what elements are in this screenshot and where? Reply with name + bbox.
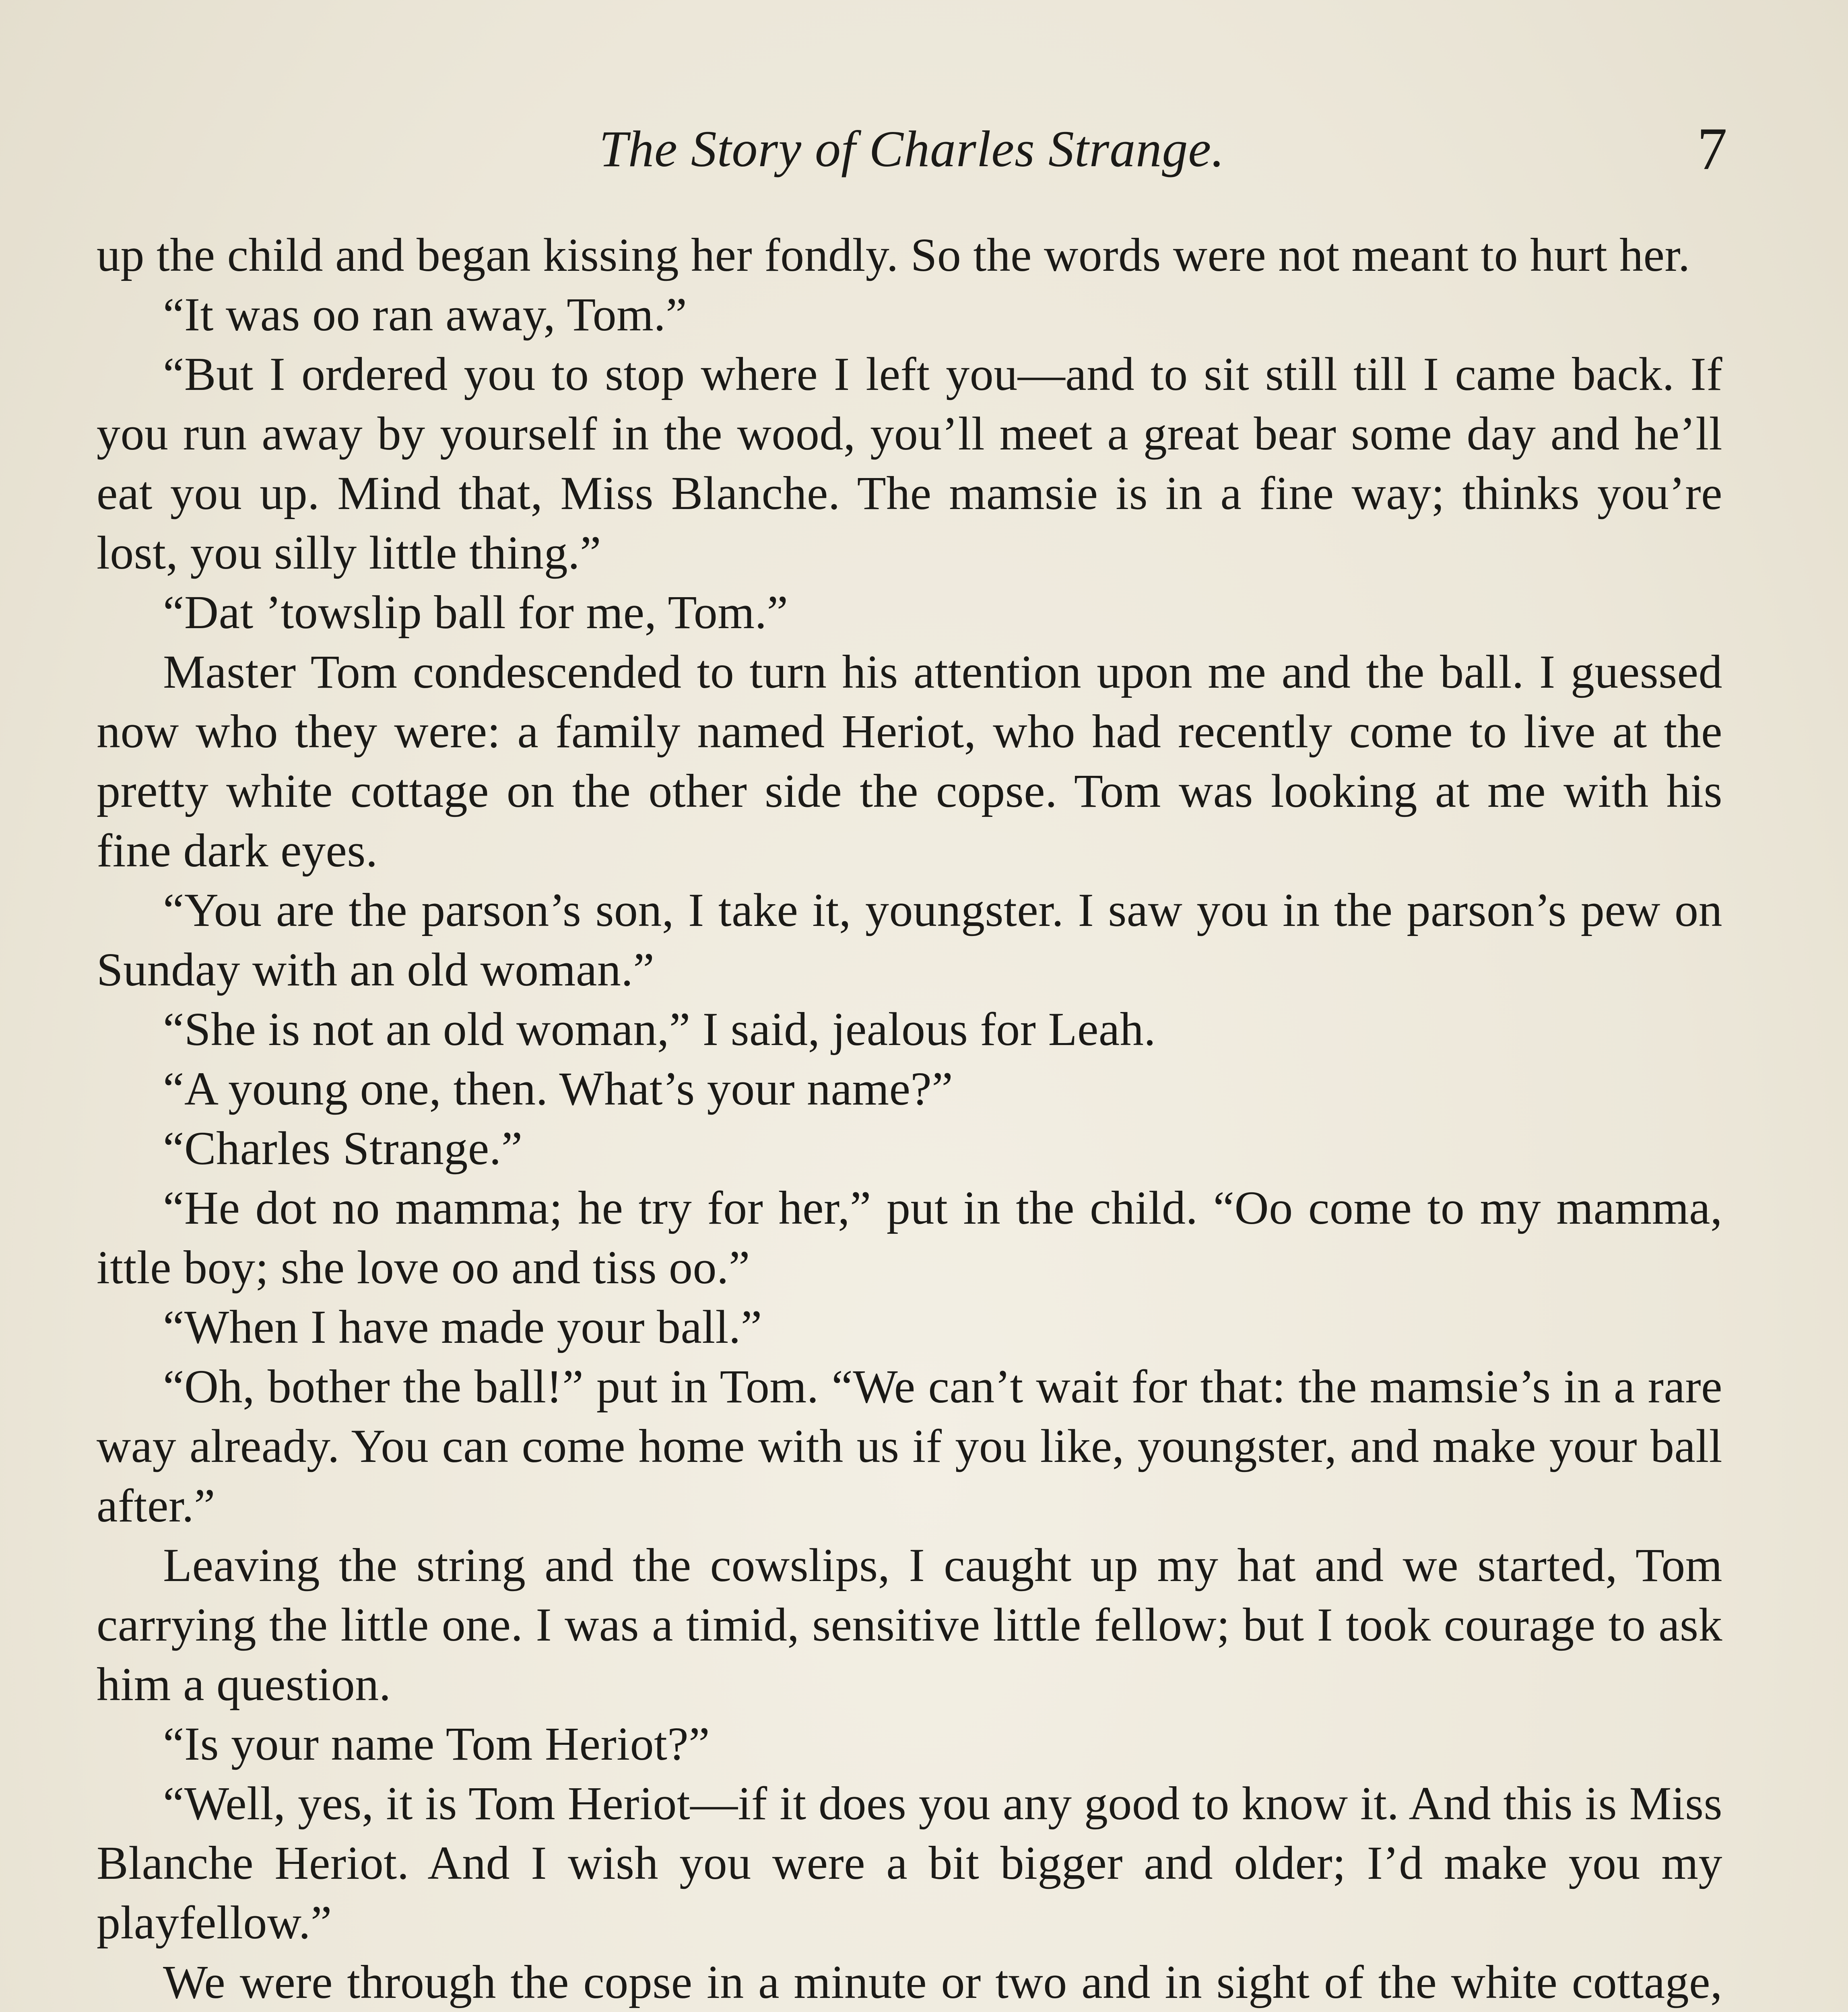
page-header [97,109,1727,189]
paragraph: up the child and began kissing her fondly. So the words were not meant to hurt her. [97,229,1690,281]
paragraph: “Charles Strange.” [163,1122,523,1175]
paragraph: We were through the copse in a minute or two and in sight of the white cottage, [163,1956,1722,2008]
body-text [97,225,1722,2012]
paragraph: Leaving the string and the cowslips, I caught up my hat and we started, Tom carrying the little one. I was a timid, sensitive little fellow; but I took courage to ask him a question. [97,1539,1722,1711]
paragraph: “He dot no mamma; he try for her,” put in the child. “Oo come to my mamma, ittle boy; she love oo and tiss oo.” [97,1181,1722,1294]
running-head: The Story of Charles Strange. [599,120,1225,177]
paragraph: “A young one, then. What’s your name?” [163,1062,953,1115]
paragraph: “Well, yes, it is Tom Heriot—if it does you any good to know it. And this is Miss Blanche Heriot. And I wish you were a bit bigger and older; I’d make you my playfellow.” [97,1777,1722,1949]
paragraph: “She is not an old woman,” I said, jealous for Leah. [163,1003,1156,1055]
paragraph: “It was oo ran away, Tom.” [163,288,687,341]
paragraph: “You are the parson’s son, I take it, youngster. I saw you in the parson’s pew on Sunday with an old woman.” [97,884,1722,996]
paragraph: “But I ordered you to stop where I left you—and to sit still till I came back. If you run away by yourself in the wood, you’ll meet a great bear some day and he’ll eat you up. Mind that, Miss Blanche. The mamsie is in a fine way; thinks you’re lost, you silly little thing.” [97,348,1722,579]
paragraph: “Oh, bother the ball!” put in Tom. “We can’t wait for that: the mamsie’s in a rare way already. You can come home with us if you like, youngster, and make your ball after.” [97,1360,1722,1532]
paragraph: “Is your name Tom Heriot?” [163,1717,710,1770]
page-number: 7 [1697,115,1727,182]
paragraph: “Dat ’towslip ball for me, Tom.” [163,586,788,639]
paragraph: “When I have made your ball.” [163,1301,762,1353]
paragraph: Master Tom condescended to turn his attention upon me and the ball. I guessed now who they were: a family named Heriot, who had recently come to live at the pretty white cottage on the other side the copse. Tom was looking at me with his fine dark eyes. [97,645,1722,877]
